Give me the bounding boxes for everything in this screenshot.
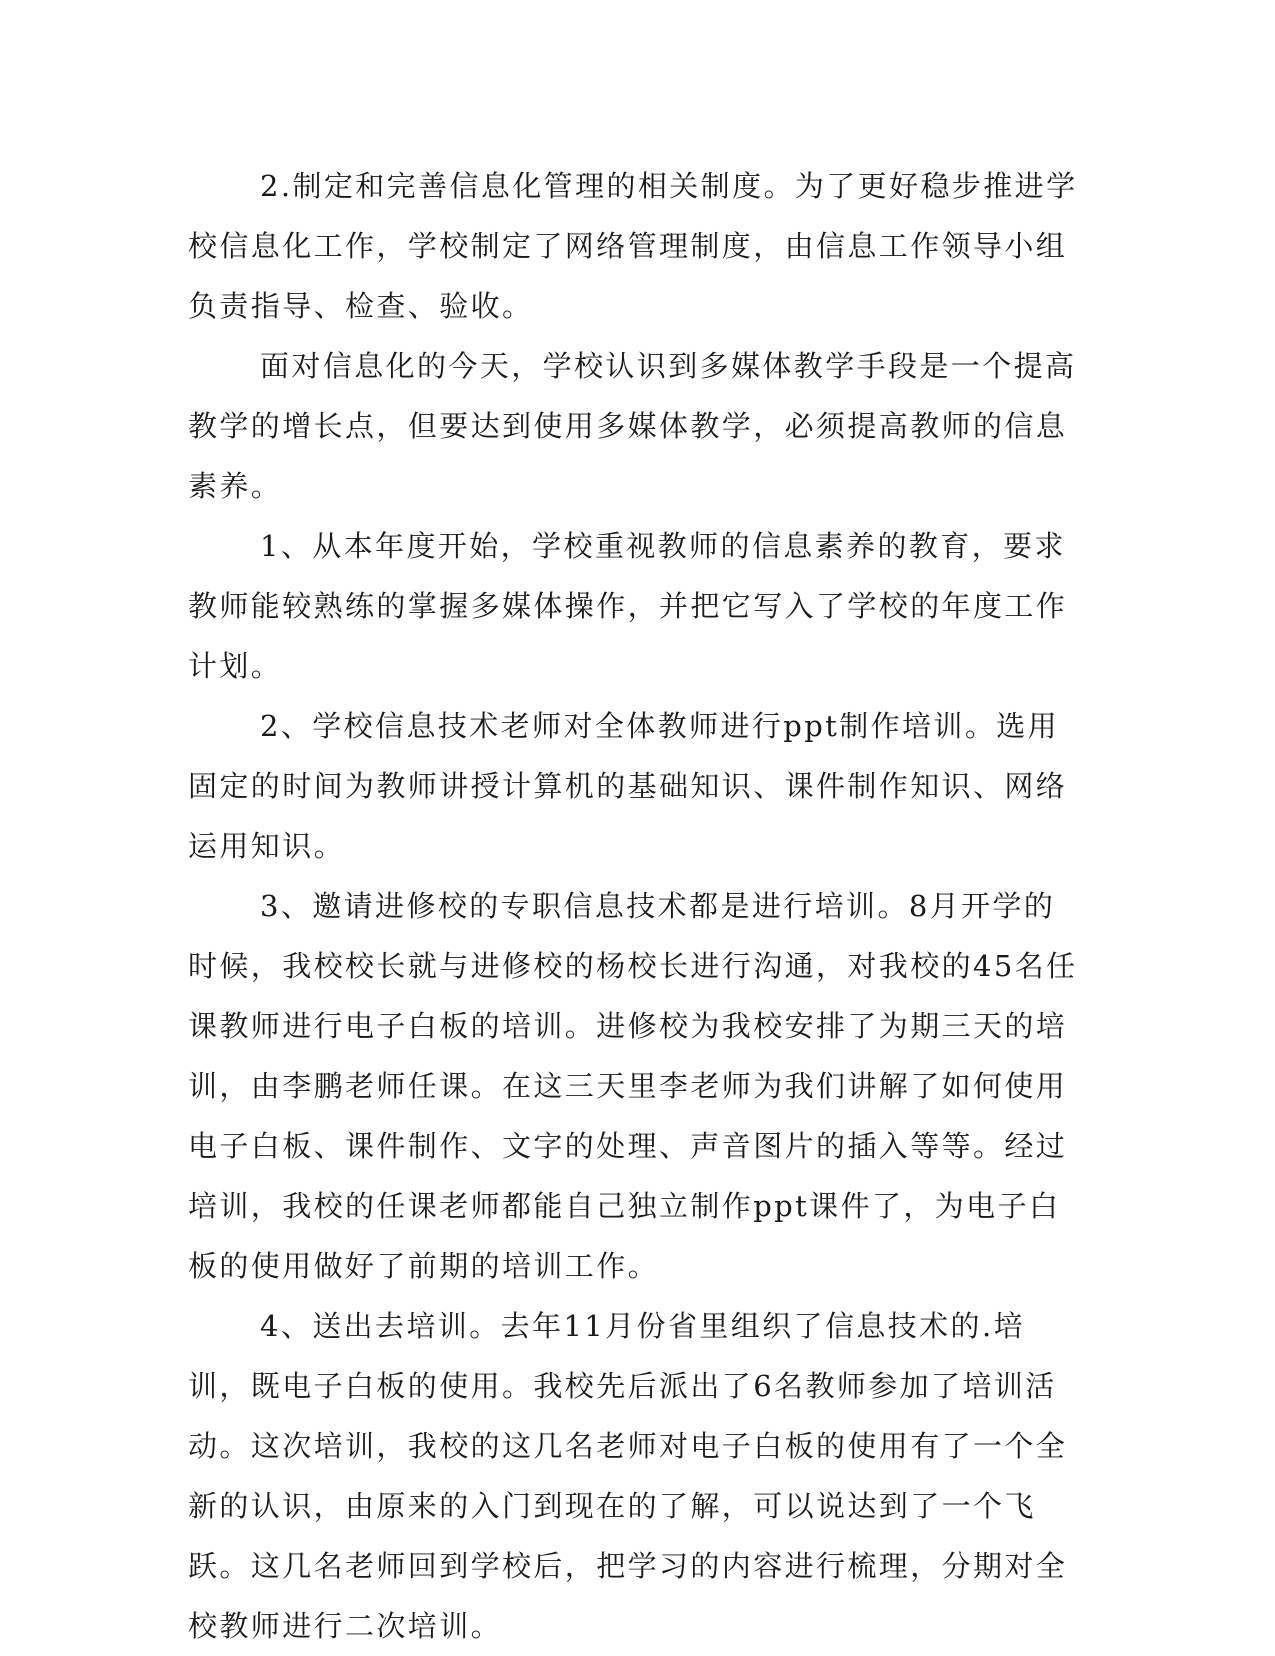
paragraph-intro: 面对信息化的今天，学校认识到多媒体教学手段是一个提高教学的增长点，但要达到使用多媒体教学，必须提高教师的信息素养。 xyxy=(188,349,1077,503)
paragraph-policy: 2.制定和完善信息化管理的相关制度。为了更好稳步推进学校信息化工作，学校制定了网络管理制度，由信息工作领导小组负责指导、检查、验收。 xyxy=(188,169,1078,323)
paragraph-item-4: 4、送出去培训。去年11月份省里组织了信息技术的.培训，既电子白板的使用。我校先后派出了6名教师参加了培训活动。这次培训，我校的这几名老师对电子白板的使用有了一个全新的认识，由原来的入门到现在的了解，可以说达到了一个飞跃。这几名老师回到学校后，把学习的内容进行梳理，分期对全校教师进行二次培训。 xyxy=(188,1309,1068,1643)
paragraph-item-3: 3、邀请进修校的专职信息技术都是进行培训。8月开学的时候，我校校长就与进修校的杨校长进行沟通，对我校的45名任课教师进行电子白板的培训。进修校为我校安排了为期三天的培训，由李鹏老师任课。在这三天里李老师为我们讲解了如何使用电子白板、课件制作、文字的处理、声音图片的插入等等。经过培训，我校的任课老师都能自己独立制作ppt课件了，为电子白板的使用做好了前期的培训工作。 xyxy=(188,889,1078,1283)
document-body xyxy=(188,156,1078,1656)
paragraph-item-1: 1、从本年度开始，学校重视教师的信息素养的教育，要求教师能较熟练的掌握多媒体操作，并把它写入了学校的年度工作计划。 xyxy=(188,529,1068,683)
paragraph-item-2: 2、学校信息技术老师对全体教师进行ppt制作培训。选用固定的时间为教师讲授计算机的基础知识、课件制作知识、网络运用知识。 xyxy=(188,709,1068,863)
